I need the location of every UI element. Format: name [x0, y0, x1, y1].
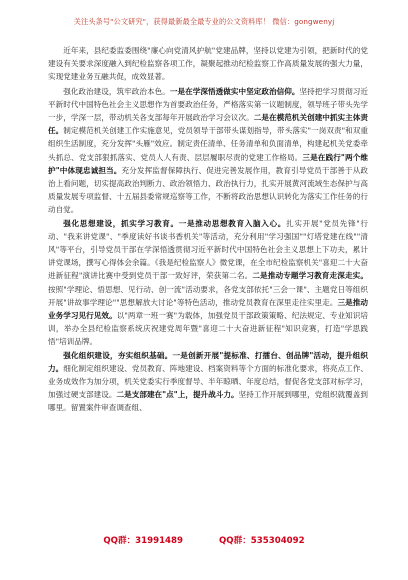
paragraph: [48, 85, 368, 217]
qq-group-2: QQ群：535304092: [219, 536, 305, 546]
text-run: 充分发挥监督保障执行、促进完善发展作用，教育引导党员干部善于从政治上看问题，切实提高政治判断力、政治领悟力、政治执行力，扎实开展黄河流域生态保护与高质量发展专项监督、十五届县委常规巡察等工作，不断将政治思想认识转化为落实工作任务的行动自觉。: [48, 165, 368, 215]
bold-heading-run: 一是推动思想教育入脑入心。: [178, 218, 287, 228]
document-body: [48, 44, 368, 415]
bold-heading-run: 三是推动业务学习见行见效。: [48, 297, 369, 321]
text-run: 以"两章一班一赛"为载体，加强党员干部政策策略、纪法规定、专业知识培训，举办全县纪检监察系统庆祝建党周年暨"喜迎二十大奋进新征程"知识竞赛，打造"学思践悟"培训品牌。: [48, 311, 368, 347]
text-run: 坚持工作开展到哪里，党组织就覆盖到哪里。留置案件审查调查组、: [48, 390, 368, 413]
promo-banner-text: 关注头条号"公文研究"，获得最新最全最专业的公文资料库！ 微信：gongwenyj: [73, 17, 335, 26]
bold-heading-run: 二是在模范机关创建中抓实主体责任。: [48, 113, 369, 136]
bold-heading-run: 强化组织建设，夯实组织基础。: [63, 350, 173, 360]
text-run: 制定模范机关创建工作实施意见，党员领导干部带头谋划指导，带头落实"一岗双责"和双重组织生活制度，充分发挥"头雁"效应。制定责任清单、任务清单和负面清单，构建起机关党委牵头抓总、党支部狠抓落实、党员人人有责、层层履职尽责的党建工作格局。: [48, 126, 369, 162]
paragraph: [48, 217, 368, 349]
bold-heading-run: 一是在学深悟透做实中坚定政治信仰。: [169, 86, 300, 96]
text-run: 坚持把学习贯彻习近平新时代中国特色社会主义思想作为首要政治任务，严格落实第一议题制度，领导班子带头先学一步，学深一层，带动机关各支部每年开展政治学习会议次。: [48, 86, 369, 123]
paragraph: [48, 349, 368, 415]
text-run: 细化制定组织建设、党员教育、阵地建设、档案资料等个方面的标准化要求，将亮点工作、业务成效作为加分项，机关党委实行季度督导、半年晾晒、年度总结，督促各党支部对标学习，加强过硬支部建设。: [48, 363, 369, 400]
bold-heading-run: 二是支部建在"点"上，提升战斗力。: [116, 390, 239, 400]
text-run: 扎实开展"党员先锋"行动、"我来讲党课"、"季度读好书谈书香机关"等活动，充分利用"学习强国""灯塔党建在线""清风"等平台，引导党员干部在学深悟透贯彻习近平新时代中国特色社会主义思想上下功夫，累计讲党课场，撰写心得体会余篇。《我是纪检监察人》微党课，在全市纪检监察机关"喜迎二十大奋进新征程"演讲比赛中受到党员干部一致好评，荣获第二名。: [48, 218, 368, 281]
top-banner: [0, 0, 408, 44]
text-run: 强化政治建设，筑牢政治本色。: [63, 86, 170, 96]
bold-heading-run: 强化思想建设，抓实学习教育。: [63, 218, 179, 228]
qq-group-1: QQ群：31991489: [103, 536, 183, 546]
bold-heading-run: 一是创新开展"提标准、打擂台、创品牌"活动，提升组织力。: [48, 350, 368, 373]
bold-heading-run: 三是在践行"两个维护"中体现忠诚担当。: [48, 152, 368, 175]
text-run: 近年来，县纪委监委围绕"廉心向党清风护航"党建品牌，坚持以党建为引领，把新时代的党建设有关要求深度融入到纪检监察各项工作，凝聚起推动纪检监察工作高质量发展的强大力量，实现党建业务互融共促，成效显著。: [48, 46, 368, 82]
bold-heading-run: 二是推动专题学习教育走深走实。: [252, 271, 368, 281]
footer-contacts: [0, 534, 408, 546]
text-run: 按照"学理论、悟思想、见行动、创一流"活动要求，各党支部依托"三会一课"、主题党日等组织开展"讲故事学理论""思想解放大讨论"等特色活动，推动党员教育在深里走往实里走。: [48, 284, 368, 307]
paragraph: [48, 44, 368, 84]
